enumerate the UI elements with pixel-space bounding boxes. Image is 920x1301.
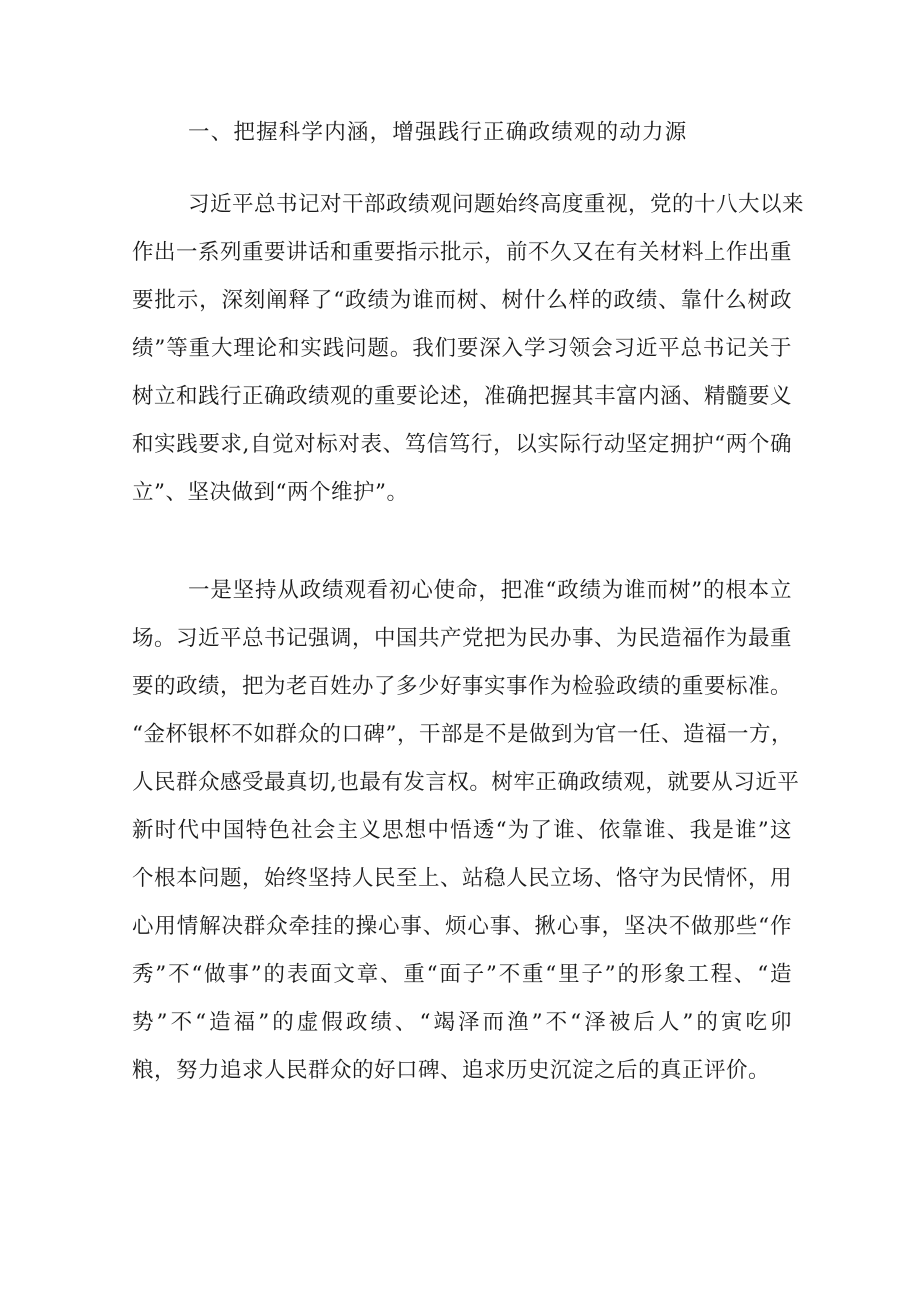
paragraph-2-line-2: 场。习近平总书记强调，中国共产党把为民办事、为民造福作为最重	[132, 626, 793, 651]
paragraph-1-line-5: 树立和践行正确政绩观的重要论述，准确把握其丰富内涵、精髓要义	[132, 384, 793, 409]
section-heading: 一、把握科学内涵，增强践行正确政绩观的动力源	[188, 120, 688, 145]
paragraph-2-line-11: 粮，努力追求人民群众的好口碑、追求历史沉淀之后的真正评价。	[132, 1058, 771, 1083]
paragraph-2-line-3: 要的政绩，把为老百姓办了多少好事实事作为检验政绩的重要标准。	[132, 674, 793, 699]
paragraph-2-line-10: 势”不“造福”的虚假政绩、“竭泽而渔”不“泽被后人”的寅吃卯	[132, 1010, 792, 1035]
paragraph-1-line-1: 习近平总书记对干部政绩观问题始终高度重视，党的十八大以来	[188, 192, 805, 217]
paragraph-1-line-7: 立”、坚决做到“两个维护”。	[132, 480, 409, 505]
paragraph-1-line-2: 作出一系列重要讲话和重要指示批示，前不久又在有关材料上作出重	[132, 240, 793, 265]
paragraph-2-line-8: 心用情解决群众牵挂的操心事、烦心事、揪心事，坚决不做那些“作	[132, 914, 792, 939]
paragraph-1-line-6: 和实践要求,自觉对标对表、笃信笃行，以实际行动坚定拥护“两个确	[132, 432, 792, 457]
paragraph-2-line-9: 秀”不“做事”的表面文章、重“面子”不重“里子”的形象工程、“造	[132, 962, 792, 987]
paragraph-1-line-3: 要批示，深刻阐释了“政绩为谁而树、树什么样的政绩、靠什么树政	[132, 288, 792, 313]
paragraph-1-line-4: 绩”等重大理论和实践问题。我们要深入学习领会习近平总书记关于	[132, 336, 792, 361]
paragraph-2-line-4: “金杯银杯不如群众的口碑”，干部是不是做到为官一任、造福一方，	[132, 722, 793, 747]
paragraph-2-line-7: 个根本问题，始终坚持人民至上、站稳人民立场、恪守为民情怀，用	[132, 866, 793, 891]
paragraph-2-line-1: 一是坚持从政绩观看初心使命，把准“政绩为谁而树”的根本立	[188, 578, 792, 603]
paragraph-2-line-5: 人民群众感受最真切,也最有发言权。树牢正确政绩观，就要从习近平	[132, 770, 800, 795]
paragraph-2-line-6: 新时代中国特色社会主义思想中悟透“为了谁、依靠谁、我是谁”这	[132, 818, 792, 843]
